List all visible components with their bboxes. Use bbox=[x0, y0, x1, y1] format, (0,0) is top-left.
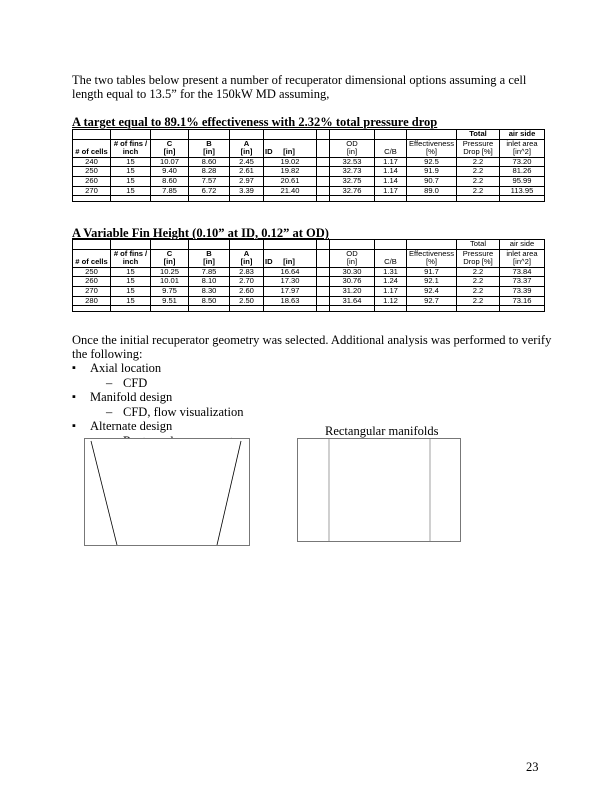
table1-header-effectiveness: Effectiveness bbox=[407, 139, 457, 148]
table1-header-total: Total bbox=[457, 130, 500, 140]
table-row: 270 15 7.85 6.72 3.39 21.40 32.76 1.17 89.0 2.2 113.95 bbox=[73, 186, 545, 196]
table2-header-inlet-area: inlet area bbox=[500, 249, 545, 258]
table1-header-area-unit: [in^2] bbox=[500, 148, 545, 157]
sub-bullet-cfd: – CFD bbox=[106, 375, 148, 390]
table1-header-inlet-area: inlet area bbox=[500, 139, 545, 148]
table2-header-total: Total bbox=[457, 240, 500, 250]
table1-header-a: A bbox=[230, 139, 264, 148]
table2-header-b: B bbox=[189, 249, 230, 258]
analysis-line-2: the following: bbox=[72, 347, 143, 361]
table1-header-row-1 bbox=[73, 130, 545, 140]
table1-header-c: C bbox=[151, 139, 189, 148]
table2-header-row-3 bbox=[73, 258, 545, 267]
sub-bullet-cfd-flow: – CFD, flow visualization bbox=[106, 404, 244, 419]
bullet-axial-location: ▪ Axial location bbox=[72, 361, 372, 376]
table1-header-air-side: air side bbox=[500, 130, 545, 140]
table2-header-row-1 bbox=[73, 240, 545, 250]
table1-header-id: ID [in] bbox=[264, 148, 317, 157]
table2-header-a-unit: [in] bbox=[230, 258, 264, 267]
table-row: 260 15 8.60 7.57 2.97 20.61 32.75 1.14 90.7 2.2 95.99 bbox=[73, 176, 545, 186]
table-row: 280 15 9.51 8.50 2.50 18.63 31.64 1.12 92.7 2.2 73.16 bbox=[73, 296, 545, 306]
table2-header-fins: # of fins / bbox=[111, 249, 151, 258]
table-row: 270 15 9.75 8.30 2.60 17.97 31.20 1.17 92.4 2.2 73.39 bbox=[73, 286, 545, 296]
table2-header-a: A bbox=[230, 249, 264, 258]
table2-header-od: OD bbox=[330, 249, 375, 258]
table1-header-drop: Drop [%] bbox=[457, 148, 500, 157]
table-row: 250 15 10.25 7.85 2.83 16.64 30.30 1.31 91.7 2.2 73.84 bbox=[73, 267, 545, 277]
table2 bbox=[72, 239, 545, 312]
table1-header-c-unit: [in] bbox=[151, 148, 189, 157]
table1-header-row-3 bbox=[73, 148, 545, 157]
table1-header-eff-unit: [%] bbox=[407, 148, 457, 157]
page-number: 23 bbox=[526, 760, 539, 774]
table1-header-od: OD bbox=[330, 139, 375, 148]
table-row: 250 15 9.40 8.28 2.61 19.82 32.73 1.14 91.9 2.2 81.26 bbox=[73, 167, 545, 177]
recuperator-left-edge bbox=[91, 441, 117, 545]
table2-header-c: C bbox=[151, 249, 189, 258]
table2-header-cells: # of cells bbox=[73, 258, 111, 267]
table-row: 240 15 10.07 8.60 2.45 19.02 32.53 1.17 92.5 2.2 73.20 bbox=[73, 157, 545, 167]
table1-title: A target equal to 89.1% effectiveness with 2.32% total pressure drop bbox=[72, 115, 438, 129]
intro-line-1: The two tables below present a number of recuperator dimensional options assuming a cell bbox=[72, 73, 527, 87]
table1-header-b: B bbox=[189, 139, 230, 148]
table2-header-eff-unit: [%] bbox=[407, 258, 457, 267]
table1-header-cb: C/B bbox=[375, 148, 407, 157]
table1-header-a-unit: [in] bbox=[230, 148, 264, 157]
table2-header-air-side: air side bbox=[500, 240, 545, 250]
table1 bbox=[72, 129, 545, 202]
figure-rectangular-recuperator bbox=[84, 438, 250, 546]
table1-header-pressure: Pressure bbox=[457, 139, 500, 148]
table-row: 260 15 10.01 8.10 2.70 17.30 30.76 1.24 92.1 2.2 73.37 bbox=[73, 277, 545, 287]
table2-header-fins-unit: inch bbox=[111, 258, 151, 267]
table1-header-row-2 bbox=[73, 139, 545, 148]
bullet-manifold-design: ▪ Manifold design bbox=[72, 390, 372, 405]
recuperator-right-edge bbox=[217, 441, 241, 545]
table2-header-pressure: Pressure bbox=[457, 249, 500, 258]
table2-header-od-unit: [in] bbox=[330, 258, 375, 267]
table2-header-area-unit: [in^2] bbox=[500, 258, 545, 267]
table2-header-row-2 bbox=[73, 249, 545, 258]
table2-header-id: ID [in] bbox=[264, 258, 317, 267]
table1-header-fins: # of fins / bbox=[111, 139, 151, 148]
manifolds-sketch bbox=[298, 439, 460, 541]
table2-header-drop: Drop [%] bbox=[457, 258, 500, 267]
figure-rectangular-manifolds bbox=[297, 438, 461, 542]
table1-header-od-unit: [in] bbox=[330, 148, 375, 157]
analysis-line-1: Once the initial recuperator geometry was selected. Additional analysis was performed to verify bbox=[72, 333, 552, 347]
table2-header-cb: C/B bbox=[375, 258, 407, 267]
figure-caption-manifolds: Rectangular manifolds bbox=[325, 424, 439, 438]
intro-line-2: length equal to 13.5” for the 150kW MD assuming, bbox=[72, 87, 330, 101]
table1-header-b-unit: [in] bbox=[189, 148, 230, 157]
table2-header-effectiveness: Effectiveness bbox=[407, 249, 457, 258]
table2-header-c-unit: [in] bbox=[151, 258, 189, 267]
table2-header-b-unit: [in] bbox=[189, 258, 230, 267]
table1-header-fins-unit: inch bbox=[111, 148, 151, 157]
table2-title: A Variable Fin Height (0.10” at ID, 0.12” at OD) bbox=[72, 226, 329, 240]
bullet-alternate-design: ▪ Alternate design bbox=[72, 419, 372, 434]
recuperator-sketch bbox=[85, 439, 249, 545]
table1-header-cells: # of cells bbox=[73, 148, 111, 157]
